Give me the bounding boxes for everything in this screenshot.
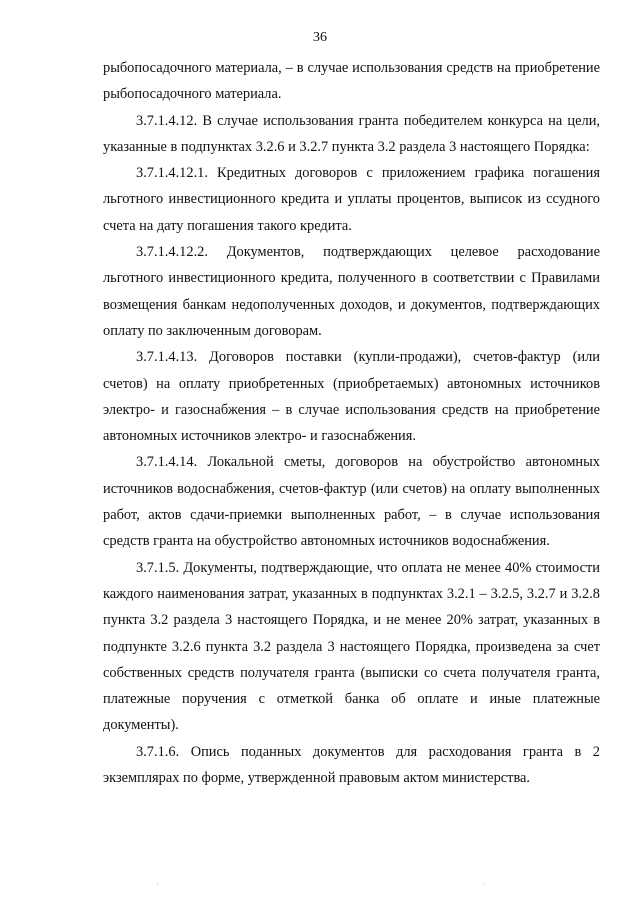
page-number: 36	[313, 30, 327, 45]
paragraph-3-7-1-4-13: 3.7.1.4.13. Договоров поставки (купли-продажи), счетов-фактур (или счетов) на оплату приобретенных (приобретаемых) автономных источников электро- и газоснабжения – в случае использования средств на приобретение автономных источников электро- и газоснабжения.	[103, 349, 600, 445]
scan-speck	[157, 884, 158, 885]
paragraph-3-7-1-4-12: 3.7.1.4.12. В случае использования гранта победителем конкурса на цели, указанные в подпунктах 3.2.6 и 3.2.7 пункта 3.2 раздела 3 настоящего Порядка:	[103, 112, 600, 155]
paragraph-3-7-1-4-14: 3.7.1.4.14. Локальной сметы, договоров на обустройство автономных источников водоснабжения, счетов-фактур (или счетов) на оплату выполненных работ, актов сдачи-приемки выполненных работ, – в случае использования средств гранта на обустройство автономных источников водоснабжения.	[103, 454, 600, 550]
paragraph-3-7-1-4-12-2: 3.7.1.4.12.2. Документов, подтверждающих целевое расходование льготного инвестиционного кредита, полученного в соответствии с Правилами возмещения банкам недополученных доходов, и документов, подтверждающих оплату по заключенным договорам.	[103, 244, 600, 339]
paragraph-3-7-1-5: 3.7.1.5. Документы, подтверждающие, что оплата не менее 40% стоимости каждого наименования затрат, указанных в подпунктах 3.2.1 – 3.2.5, 3.2.7 и 3.2.8 пункта 3.2 раздела 3 настоящего Порядка, и не менее 20% затрат, указанных в подпункте 3.2.6 пункта 3.2 раздела 3 настоящего Порядка, произведена за счет собственных средств получателя гранта (выписки со счета получателя гранта, платежные поручения с отметкой банка об оплате и иные платежные документы).	[103, 559, 600, 734]
paragraph-3-7-1-4-12-1: 3.7.1.4.12.1. Кредитных договоров с приложением графика погашения льготного инвестиционного кредита и уплаты процентов, выписок из ссудного счета на дату погашения такого кредита.	[103, 165, 600, 234]
document-body	[103, 55, 600, 791]
paragraph-continuation: рыбопосадочного материала, – в случае использования средств на приобретение рыбопосадочного материала.	[103, 60, 600, 103]
paragraph-3-7-1-6: 3.7.1.6. Опись поданных документов для расходования гранта в 2 экземплярах по форме, утвержденной правовым актом министерства.	[103, 743, 600, 787]
scan-speck	[483, 884, 484, 885]
